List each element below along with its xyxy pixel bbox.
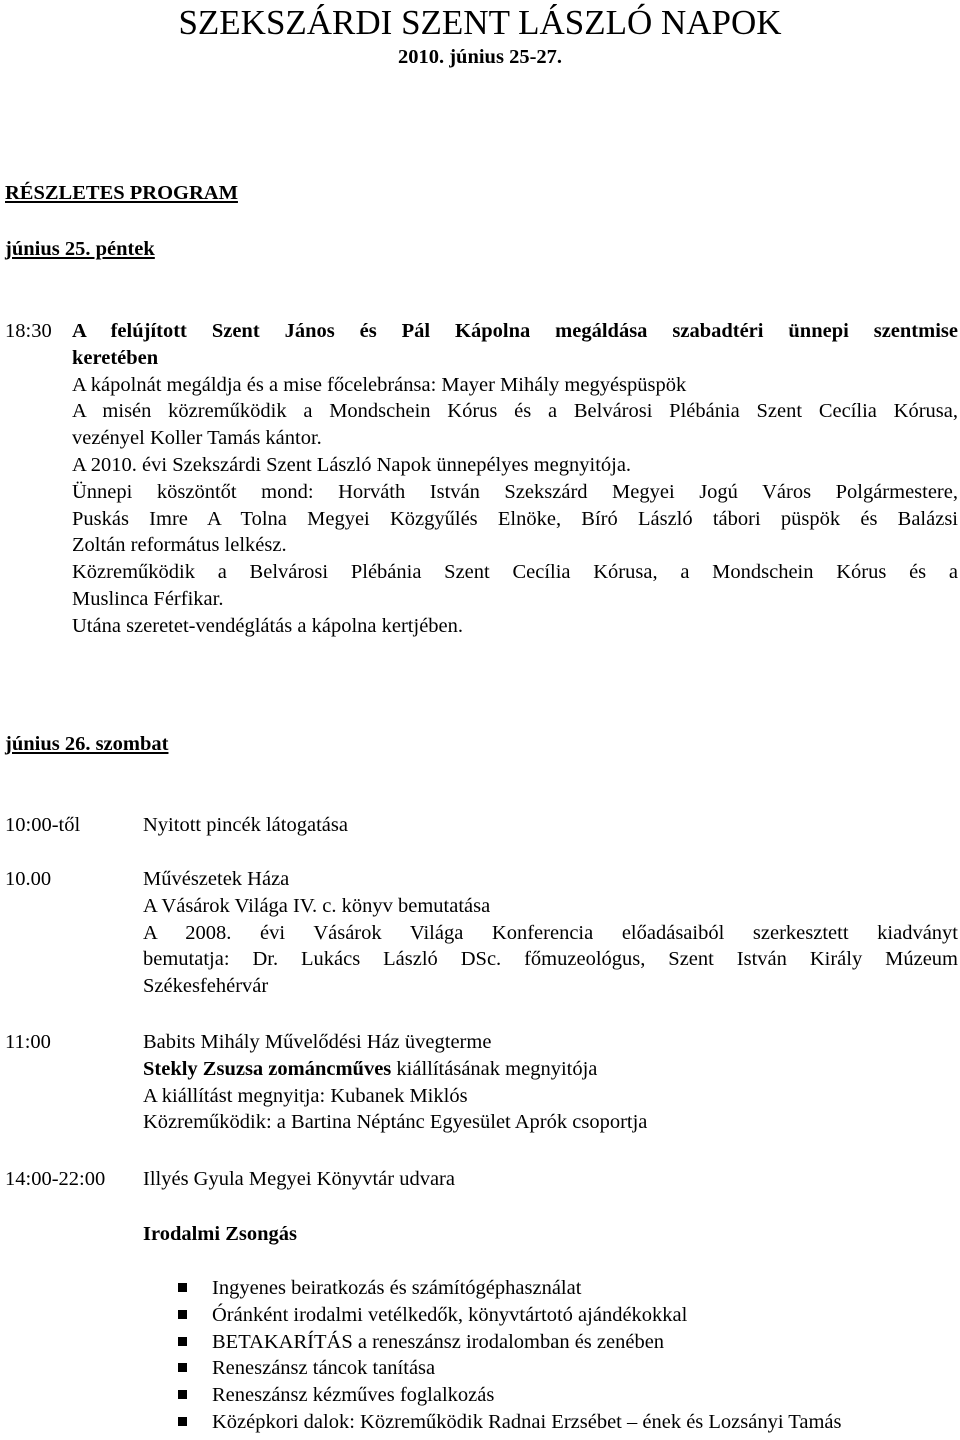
event-dates: 2010. június 25-27.	[397, 46, 563, 68]
event-title-line: A felújított Szent János és Pál Kápolna megáldása szabadtéri ünnepi szentmise	[72, 320, 958, 342]
event-text-line: A Vásárok Világa IV. c. könyv bemutatása	[143, 894, 491, 917]
page-title: SZEKSZÁRDI SZENT LÁSZLÓ NAPOK	[178, 3, 782, 42]
program-bullet-list	[178, 1275, 958, 1436]
list-item	[178, 1409, 958, 1436]
event-title-line: keretében	[72, 346, 159, 369]
list-item	[178, 1355, 958, 1382]
event-text-line: Puskás Imre A Tolna Megyei Közgyűlés Elnöke, Bíró László tábori püspök és Balázsi	[72, 507, 958, 530]
list-item-text: Középkori dalok: Közreműködik Radnai Erzsébet – ének és Lozsányi Tamás	[212, 1410, 842, 1433]
event-text-line: A 2010. évi Szekszárdi Szent László Napok ünnepélyes megnyitója.	[72, 453, 632, 476]
event-text-line: Babits Mihály Művelődési Ház üvegterme	[143, 1031, 492, 1053]
list-item-text: Reneszánsz táncok tanítása	[212, 1357, 436, 1380]
event-text-line: A kiállítást megnyitja: Kubanek Miklós	[143, 1084, 468, 1107]
event-text-line	[143, 1056, 647, 1083]
list-item-text: Óránként irodalmi vetélkedők, könyvtártotó ajándékokkal	[212, 1303, 688, 1326]
event-text-line: Utána szeretet-vendéglátás a kápolna kertjében.	[72, 614, 464, 637]
event-time: 10:00-től	[5, 814, 81, 836]
day-heading-friday: június 25. péntek	[5, 238, 155, 260]
event-time: 18:30	[5, 320, 52, 342]
list-item	[178, 1275, 958, 1302]
event-subheading: Irodalmi Zsongás	[143, 1223, 297, 1245]
event-text-line: Ünnepi köszöntőt mond: Horváth István Szekszárd Megyei Jogú Város Polgármestere,	[72, 480, 958, 503]
black-square-bullet-icon	[178, 1417, 187, 1426]
event-time: 11:00	[5, 1031, 51, 1053]
black-square-bullet-icon	[178, 1310, 187, 1319]
event-text-line: Nyitott pincék látogatása	[143, 814, 348, 836]
list-item-text: Reneszánsz kézműves foglalkozás	[212, 1384, 495, 1407]
event-text-line: vezényel Koller Tamás kántor.	[72, 427, 322, 450]
event-time: 10.00	[5, 868, 52, 890]
event-text-line: A 2008. évi Vásárok Világa Konferencia előadásaiból szerkesztett kiadványt	[143, 921, 958, 944]
artist-name: Stekly Zsuzsa zománcműves	[143, 1057, 392, 1080]
list-item	[178, 1382, 958, 1409]
program-heading: RÉSZLETES PROGRAM	[5, 182, 238, 204]
event-time: 14:00-22:00	[5, 1168, 106, 1190]
event-text-line: Székesfehérvár	[143, 975, 269, 998]
black-square-bullet-icon	[178, 1390, 187, 1399]
event-description	[143, 866, 958, 1000]
event-description	[143, 1029, 647, 1136]
black-square-bullet-icon	[178, 1283, 187, 1292]
black-square-bullet-icon	[178, 1363, 187, 1372]
black-square-bullet-icon	[178, 1337, 187, 1346]
event-text-line: Illyés Gyula Megyei Könyvtár udvara	[143, 1168, 455, 1190]
event-text-line: A misén közreműködik a Mondschein Kórus és a Belvárosi Plébánia Szent Cecília Kórusa,	[72, 400, 958, 423]
event-text-line: Közreműködik: a Bartina Néptánc Egyesület Aprók csoportja	[143, 1111, 648, 1134]
list-item-text: Ingyenes beiratkozás és számítógéphasználat	[212, 1277, 582, 1299]
event-text-line: Művészetek Háza	[143, 868, 290, 890]
event-text-line: A kápolnát megáldja és a mise főcelebránsa: Mayer Mihály megyéspüspök	[72, 373, 687, 396]
event-text-line: Zoltán református lelkész.	[72, 534, 287, 557]
list-item-text: BETAKARÍTÁS a reneszánsz irodalomban és zenében	[212, 1330, 665, 1353]
list-item	[178, 1302, 958, 1329]
event-description	[143, 1166, 455, 1193]
event-text-line: bemutatja: Dr. Lukács László DSc. főmuzeológus, Szent István Király Múzeum	[143, 948, 958, 971]
exhibition-text: kiállításának megnyitója	[391, 1057, 598, 1080]
event-text-line: Muslinca Férfikar.	[72, 587, 224, 610]
event-text-line: Közreműködik a Belvárosi Plébánia Szent Cecília Kórusa, a Mondschein Kórus és a	[72, 561, 958, 584]
list-item	[178, 1329, 958, 1356]
event-description	[72, 318, 958, 640]
event-description	[143, 812, 348, 839]
day-heading-saturday: június 26. szombat	[5, 733, 169, 755]
